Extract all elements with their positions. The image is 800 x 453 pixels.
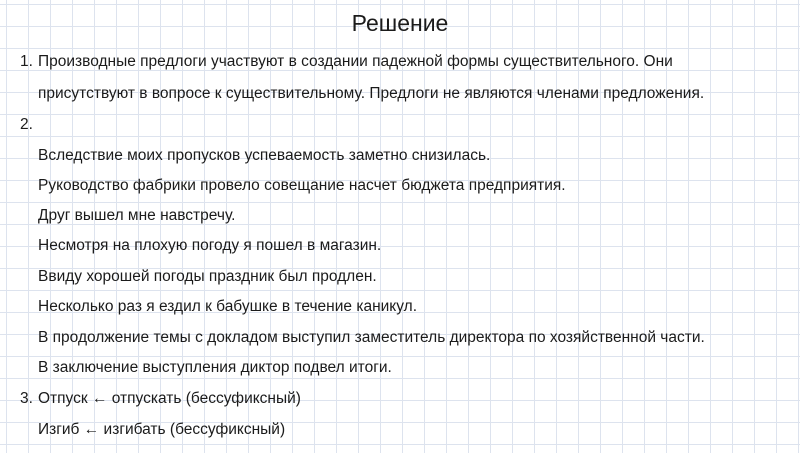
item-2-sentence-8: В заключение выступления диктор подвел итоги.	[38, 359, 392, 376]
item-2-sentence-1: Вследствие моих пропусков успеваемость заметно снизилась.	[38, 147, 491, 164]
item-2-number: 2.	[20, 116, 33, 133]
item-3-number: 3.	[20, 390, 33, 407]
item-2-sentence-4: Несмотря на плохую погоду я пошел в магазин.	[38, 237, 382, 254]
item-1-line-1	[20, 52, 673, 72]
item-2-sentence-6: Несколько раз я ездил к бабушке в течение каникул.	[38, 298, 418, 315]
item-2-sentence-2: Руководство фабрики провело совещание насчет бюджета предприятия.	[38, 177, 566, 194]
item-3-line-2: Изгиб ← изгибать (бессуфиксный)	[38, 421, 286, 438]
item-3-text-1: Отпуск ← отпускать (бессуфиксный)	[38, 390, 301, 407]
item-1-text-1: Производные предлоги участвуют в создании падежной формы существительного. Они	[38, 53, 673, 70]
solution-title: Решение	[351, 10, 449, 36]
item-2-sentence-5: Ввиду хорошей погоды праздник был продлен.	[38, 268, 377, 285]
item-1-line-2: присутствуют в вопросе к существительному. Предлоги не являются членами предложения.	[38, 85, 705, 102]
item-1-number: 1.	[20, 53, 33, 70]
item-2-sentence-7: В продолжение темы с докладом выступил заместитель директора по хозяйственной части.	[38, 329, 705, 346]
item-2-sentence-3: Друг вышел мне навстречу.	[38, 207, 236, 224]
item-3-line-1	[20, 389, 301, 409]
